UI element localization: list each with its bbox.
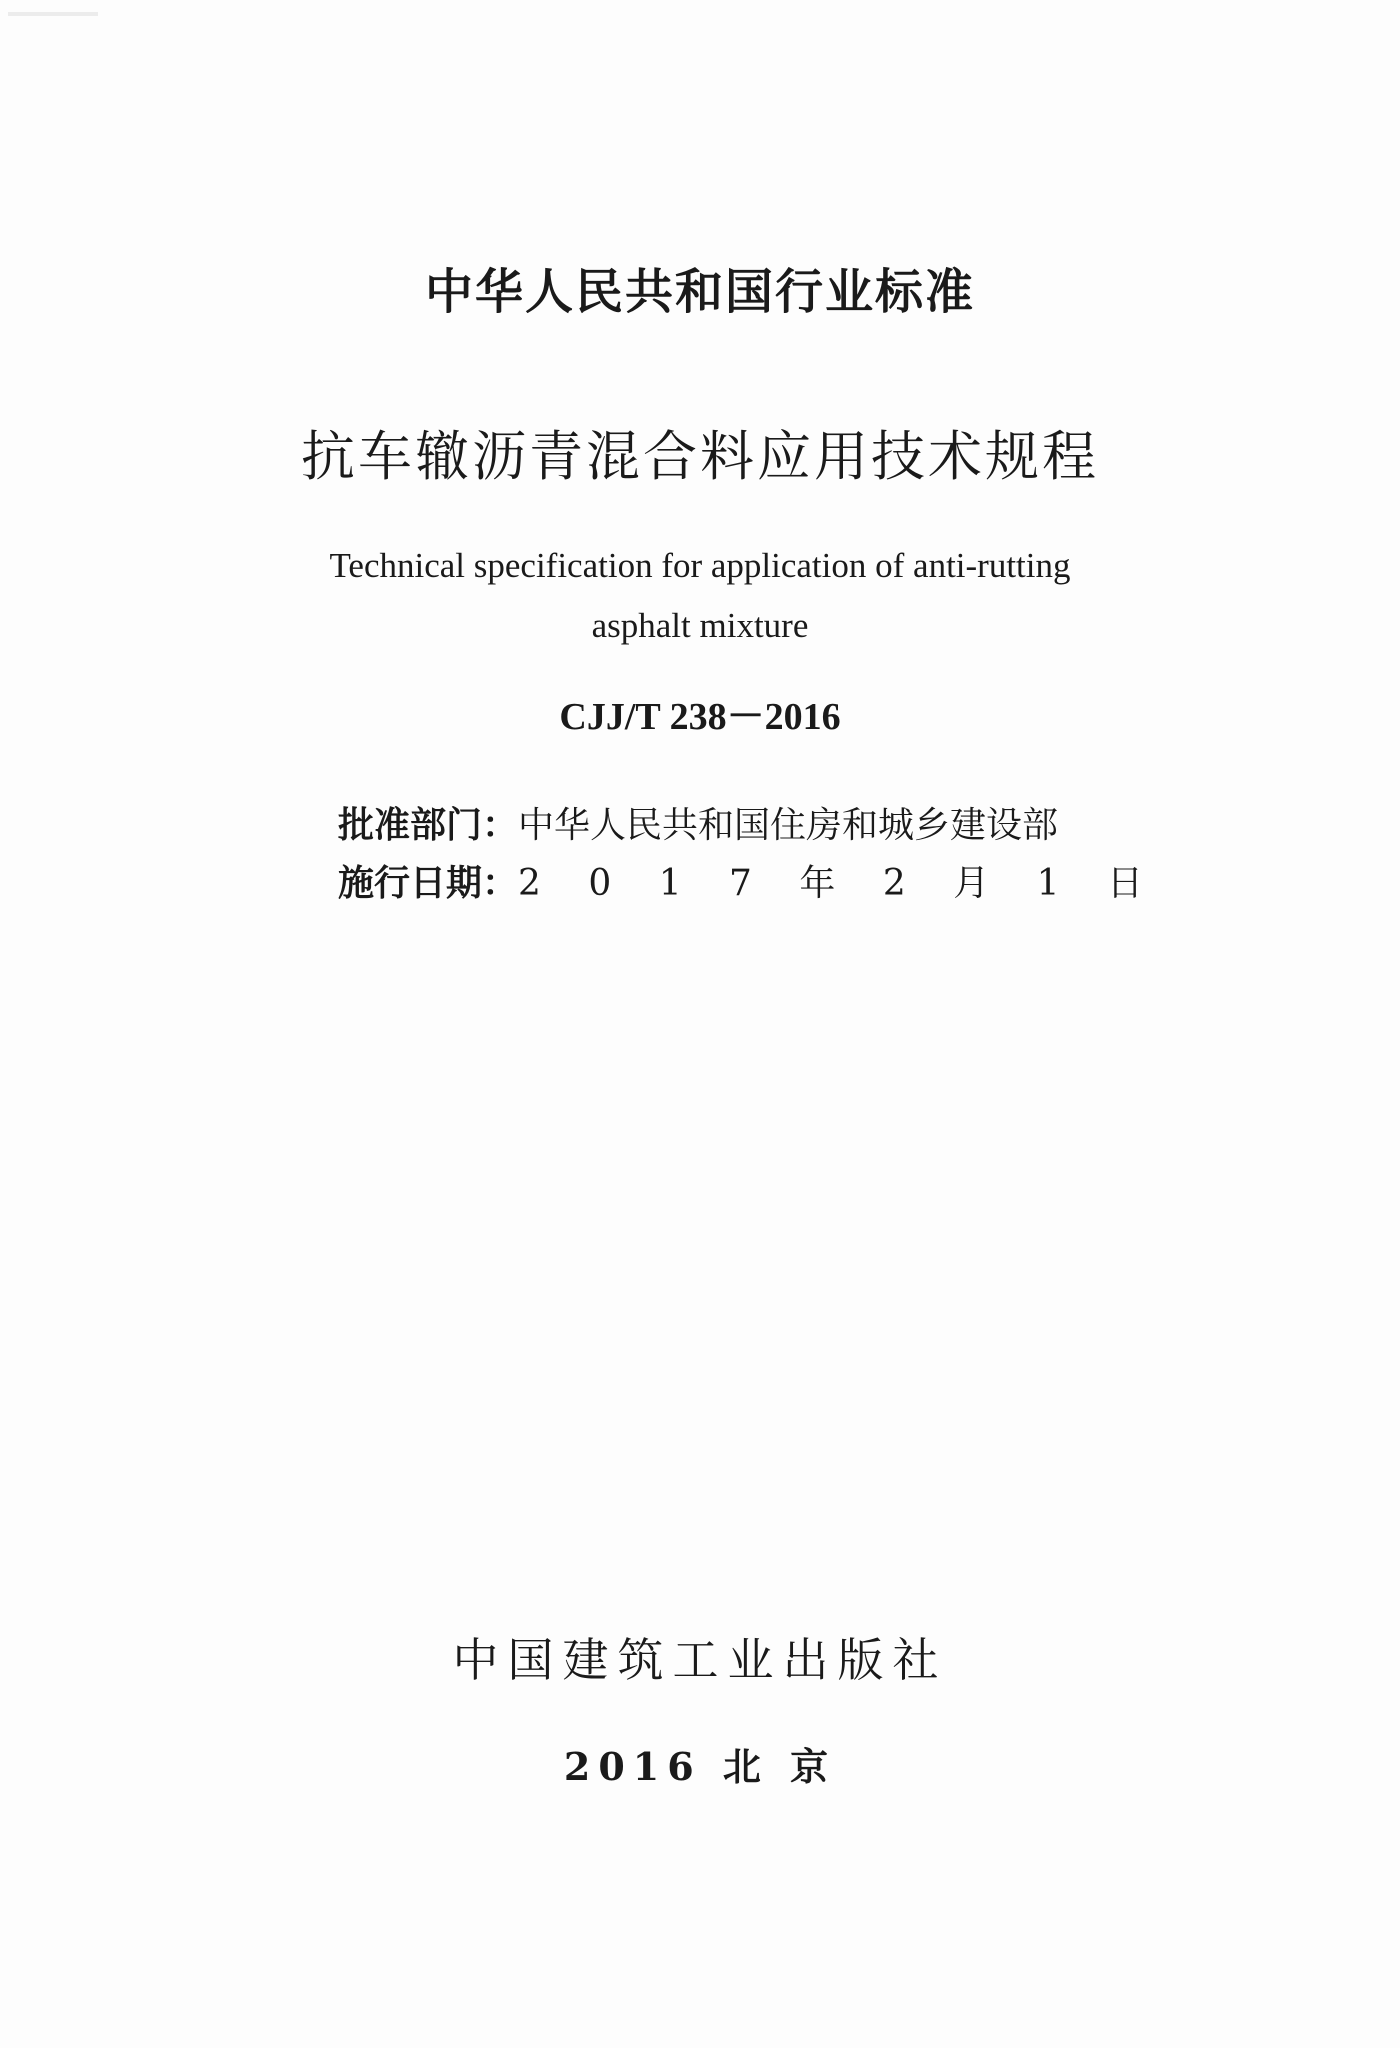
title-english-line-2: asphalt mixture bbox=[591, 606, 809, 645]
approval-label: 批准部门： bbox=[338, 804, 519, 846]
effective-value: 2 0 1 7 年 2 月 1 日 bbox=[518, 863, 1161, 904]
title-chinese: 抗车辙沥青混合料应用技术规程 bbox=[301, 425, 1099, 488]
standard-code: CJJ/T 238－2016 bbox=[559, 696, 841, 738]
publication-place: 2016 北 京 bbox=[563, 1744, 837, 1789]
publisher: 中国建筑工业出版社 bbox=[452, 1633, 948, 1687]
approval-value: 中华人民共和国住房和城乡建设部 bbox=[518, 805, 1059, 846]
standard-category: 中华人民共和国行业标准 bbox=[424, 264, 975, 320]
effective-label: 施行日期： bbox=[338, 862, 519, 904]
scan-artifact bbox=[8, 12, 98, 16]
effective-date bbox=[338, 858, 1161, 909]
title-english-line-1: Technical specification for application of anti-rutting bbox=[329, 546, 1071, 585]
approval-department bbox=[338, 800, 1138, 851]
title-english bbox=[0, 536, 1400, 656]
